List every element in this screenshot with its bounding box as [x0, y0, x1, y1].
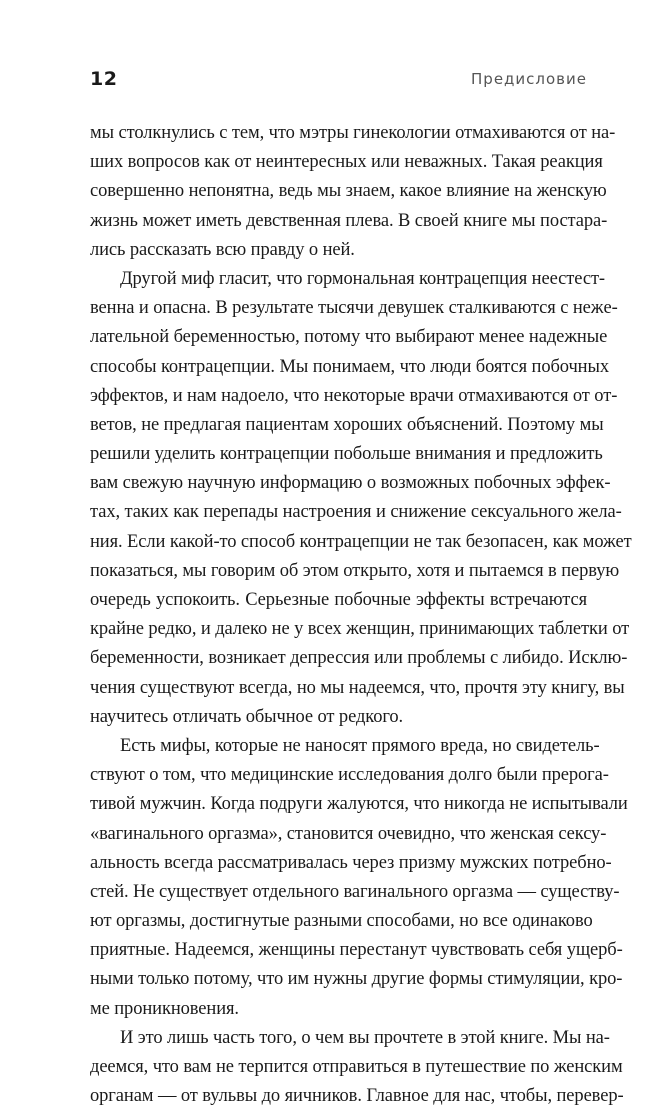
page-number: 12	[90, 68, 118, 90]
text-line: Есть мифы, которые не наносят прямого вреда, но свидетель-	[120, 735, 600, 756]
text-line: И это лишь часть того, о чем вы прочтете в этой книге. Мы на-	[120, 1027, 610, 1048]
text-line: чения существуют всегда, но мы надеемся, что, прочтя эту книгу, вы	[90, 677, 625, 698]
text-line: ме проникновения.	[90, 998, 239, 1019]
text-line: решили уделить контрацепции побольше внимания и предложить	[90, 444, 603, 465]
text-line: тах, таких как перепады настроения и снижение сексуального жела-	[90, 502, 622, 523]
text-line: тивой мужчин. Когда подруги жалуются, что никогда не испытывали	[90, 794, 628, 815]
text-line: ствуют о том, что медицинские исследования долго были прерога-	[90, 765, 609, 786]
text-line: очередь успокоить. Серьезные побочные эффекты встречаются	[90, 590, 587, 610]
text-line: деемся, что вам не терпится отправиться в путешествие по женским	[90, 1057, 623, 1077]
text-line: научитесь отличать обычное от редкого.	[90, 706, 404, 727]
text-line: совершенно непонятна, ведь мы знаем, какое влияние на женскую	[90, 181, 607, 202]
running-header: Предисловие	[471, 70, 587, 88]
text-line: ния. Если какой-то способ контрацепции не так безопасен, как может	[90, 531, 632, 552]
text-line: жизнь может иметь девственная плева. В своей книге мы постара-	[90, 210, 608, 231]
text-line: органам — от вульвы до яичников. Главное для нас, чтобы, перевер-	[90, 1086, 624, 1107]
text-line: стей. Не существует отдельного вагинального оргазма — существу-	[90, 881, 620, 902]
text-line: Другой миф гласит, что гормональная контрацепция неестест-	[120, 268, 605, 289]
text-line: «вагинального оргазма», становится очевидно, что женская сексу-	[90, 823, 607, 844]
text-line: лись рассказать всю правду о ней.	[90, 239, 355, 260]
body-text	[90, 119, 632, 1111]
text-line: венна и опасна. В результате тысячи девушек сталкиваются с нежe-	[90, 298, 618, 319]
text-line: эффектов, и нам надоело, что некоторые врачи отмахиваются от от-	[90, 385, 618, 406]
text-line: показаться, мы говорим об этом открыто, хотя и пытаемся в первую	[90, 560, 620, 581]
text-line: ших вопросов как от неинтересных или неважных. Такая реакция	[90, 152, 603, 173]
text-line: ветов, не предлагая пациентам хороших объяснений. Поэтому мы	[90, 414, 604, 435]
text-line: альность всегда рассматривалась через призму мужских потребно-	[90, 852, 612, 873]
text-line: приятные. Надеемся, женщины перестанут чувствовать себя ущерб-	[90, 940, 623, 961]
text-line: вам свежую научную информацию о возможных побочных эффек-	[90, 473, 611, 494]
text-line: беременности, возникает депрессия или проблемы с либидо. Исклю-	[90, 648, 628, 669]
text-line: мы столкнулись с тем, что мэтры гинекологии отмахиваются от на-	[90, 123, 616, 143]
text-line: ными только потому, что им нужны другие формы стимуляции, кро-	[90, 969, 623, 990]
text-line: ют оргазмы, достигнутые разными способами, но все одинаково	[90, 911, 593, 932]
text-line: крайне редко, и далеко не у всех женщин, принимающих таблетки от	[90, 619, 630, 640]
text-line: лательной беременностью, потому что выбирают менее надежные	[90, 327, 608, 348]
text-line: способы контрацепции. Мы понимаем, что люди боятся побочных	[90, 356, 609, 377]
